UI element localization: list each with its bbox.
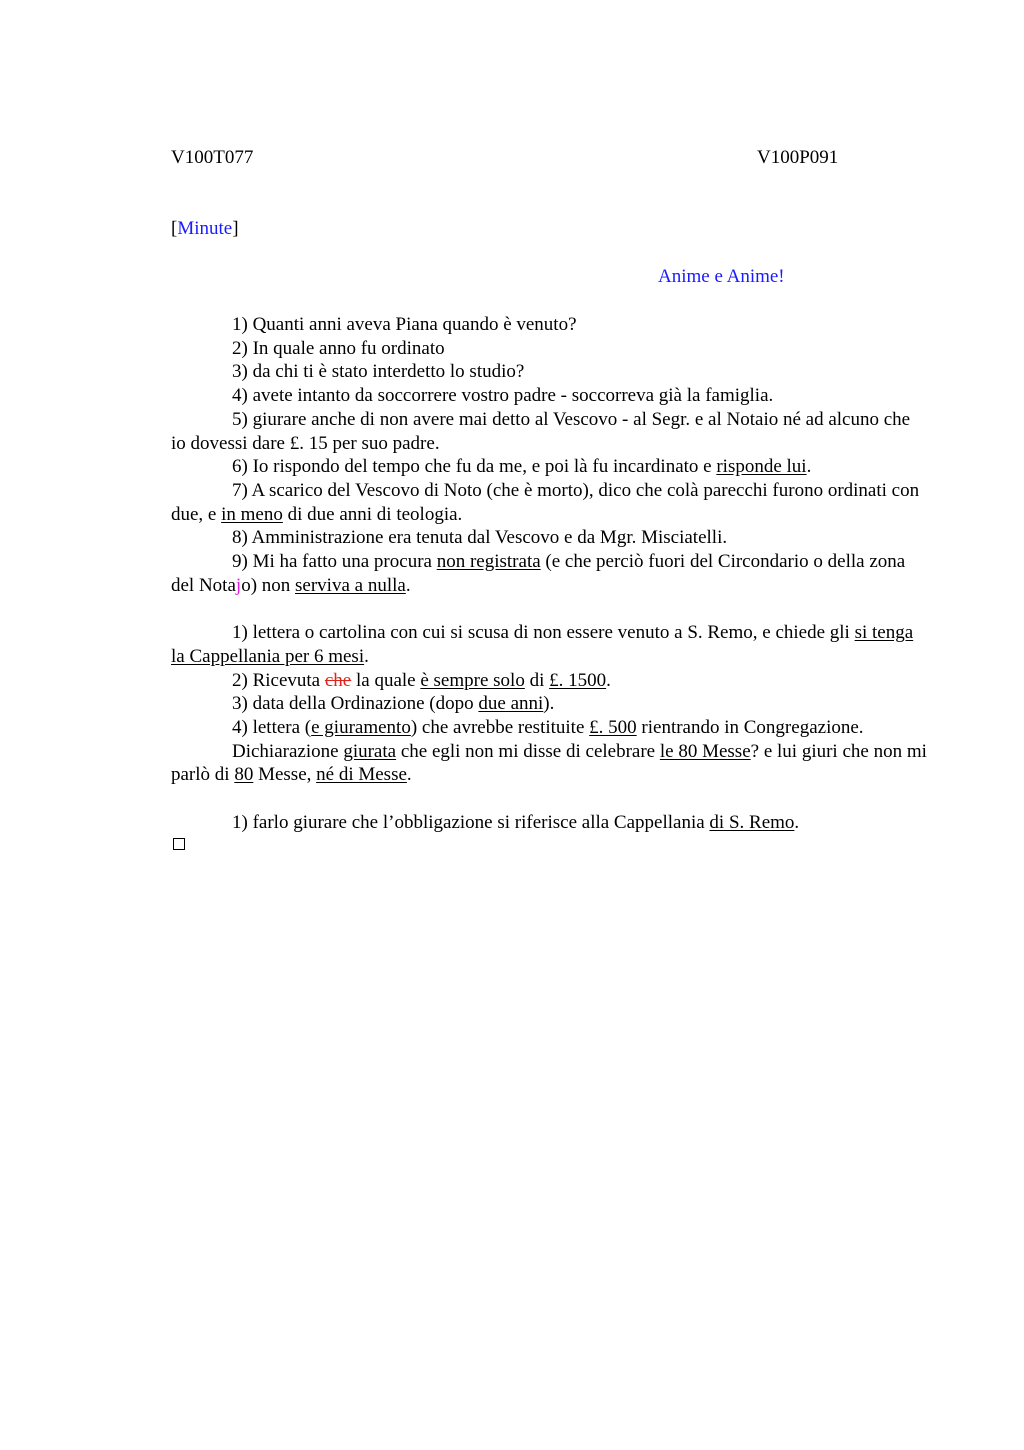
question-2: 2) In quale anno fu ordinato xyxy=(232,337,445,359)
section-spacer xyxy=(171,597,928,621)
bracket-open: [ xyxy=(171,218,178,239)
deleted-word: che xyxy=(324,669,352,691)
question-1: 1) Quanti anni aveva Piana quando è venuto? xyxy=(232,314,577,335)
question-8: 8) Amministrazione era tenuta dal Vescovo e da Mgr. Misciatelli. xyxy=(232,527,728,549)
document-item-1: 1) lettera o cartolina con cui si scusa di non essere venuto a S. Remo, e chiede gli si tenga la Cappellania per 6 mesi. xyxy=(171,622,914,667)
motto: Anime e Anime! xyxy=(658,266,785,287)
question-3: 3) da chi ti è stato interdetto lo studio? xyxy=(232,361,525,383)
document-item-2: 2) Ricevuta che la quale è sempre solo di £. 1500. xyxy=(232,669,611,691)
oath-item-1: 1) farlo giurare che l’obbligazione si riferisce alla Cappellania di S. Remo. xyxy=(232,811,800,833)
document-body xyxy=(171,313,928,834)
minute-label xyxy=(171,218,239,240)
empty-square-icon xyxy=(173,838,185,850)
question-9: 9) Mi ha fatto una procura non registrata (e che perciò fuori del Circondario o della zona del Notajo) non serviva a nulla. xyxy=(171,551,906,596)
question-5: 5) giurare anche di non avere mai detto al Vescovo - al Segr. e al Notaio né ad alcuno che io dovessi dare £. 15 per suo padre. xyxy=(171,408,911,454)
header-left-code: V100T077 xyxy=(171,147,254,168)
document-item-3: 3) data della Ordinazione (dopo due anni). xyxy=(232,693,555,715)
minute-link[interactable]: Minute xyxy=(177,218,233,239)
section-spacer xyxy=(171,787,928,811)
question-6: 6) Io rispondo del tempo che fu da me, e poi là fu incardinato e risponde lui. xyxy=(232,456,812,478)
question-7: 7) A scarico del Vescovo di Noto (che è morto), dico che colà parecchi furono ordinati con due, e in meno di due anni di teologia. xyxy=(171,479,920,525)
document-item-4: 4) lettera (e giuramento) che avrebbe restituite £. 500 rientrando in Congregazione. xyxy=(232,716,864,738)
bracket-close: ] xyxy=(232,218,239,239)
question-4: 4) avete intanto da soccorrere vostro padre - soccorreva già la famiglia. xyxy=(232,385,774,407)
header-right-code: V100P091 xyxy=(757,147,839,168)
declaration: Dichiarazione giurata che egli non mi disse di celebrare le 80 Messe? e lui giuri che non mi parlò di 80 Messe, né di Messe. xyxy=(171,740,927,786)
inserted-letter: j xyxy=(235,574,242,596)
